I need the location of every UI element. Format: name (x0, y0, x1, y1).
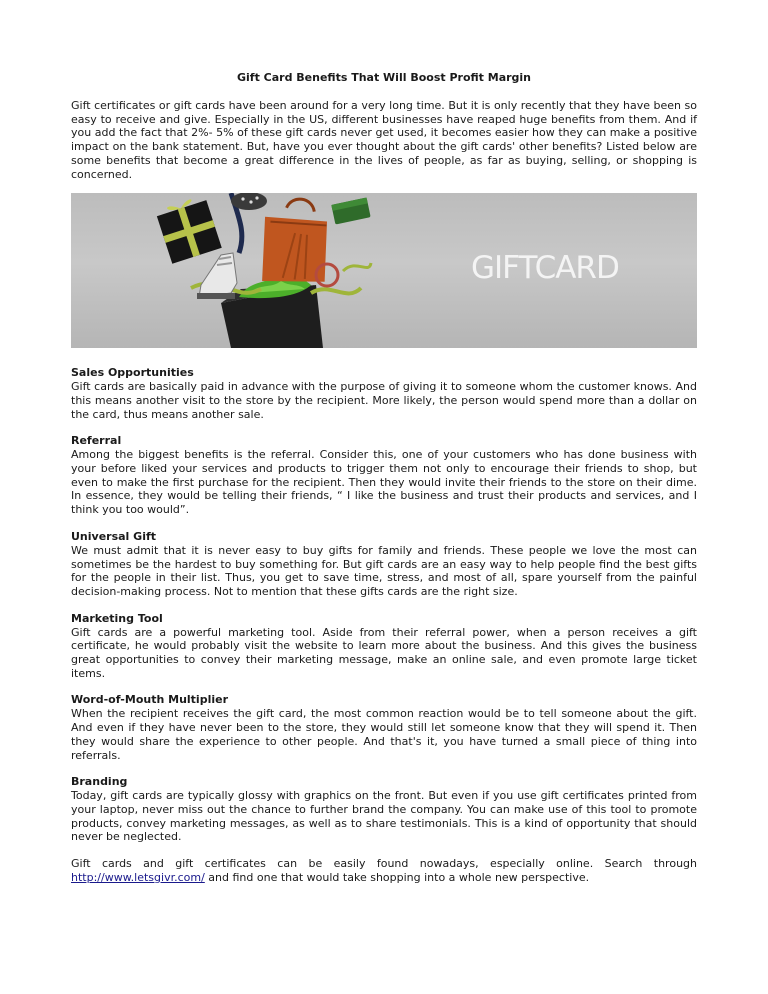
section-heading: Referral (71, 434, 122, 448)
letsgivr-link[interactable]: http://www.letsgivr.com/ (71, 870, 205, 884)
section-sales-opportunities (71, 366, 697, 421)
page-title: Gift Card Benefits That Will Boost Profit Margin (236, 71, 532, 84)
intro-paragraph: Gift certificates or gift cards have been around for a very long time. But it is only recently that they have been so easy to receive and give. Especially in the US, different businesses have reaped huge benefits from them. And if you add the fact that 2%- 5% of these gift cards never get used, it becomes easier how they can make a positive impact on the bank statement. But, have you ever thought about the gift cards' other benefits? Listed below are some benefits that become a great difference in the lives of people, as far as buying, selling, or shopping is concerned. (71, 99, 697, 181)
handbag-icon (256, 195, 335, 290)
banner-giftcard-text: GIFTCARD (471, 250, 619, 287)
section-heading: Word-of-Mouth Multiplier (71, 693, 229, 707)
section-body: When the recipient receives the gift card, the most common reaction would be to tell someone about the gift. And even if they have never been to the store, they would still let someone know that they will spend it. Then they would share the experience to other people. And that's it, you have turned a small piece of thing into referrals. (71, 707, 697, 762)
section-heading: Universal Gift (71, 529, 157, 543)
section-marketing-tool (71, 612, 697, 681)
wallet-icon (331, 198, 370, 225)
sneaker-icon (197, 253, 237, 299)
section-body: Gift cards are a powerful marketing tool. Aside from their referral power, when a person receives a gift certificate, he would probably visit the website to learn more about the business. And this gives the business great opportunities to convey their marketing message, make an online sale, and even promote large ticket items. (71, 625, 697, 680)
section-branding (71, 775, 697, 844)
section-body: Today, gift cards are typically glossy with graphics on the front. But even if you use gift certificates printed from your laptop, never miss out the chance to further brand the company. You can make use of this tool to promote products, convey marketing messages, as well as to share testimonials. This is a kind of opportunity that should never be neglected. (71, 789, 697, 844)
document-page (71, 71, 697, 885)
section-word-of-mouth-multiplier (71, 693, 697, 762)
section-referral (71, 434, 697, 517)
section-body: Among the biggest benefits is the referral. Consider this, one of your customers who has done business with your before liked your services and products to trigger them not only to encourage their friends to shop, but even to make the first purchase for the recipient. Then they would invite their friends to the store on their dime. In essence, they would be telling their friends, “ I like the business and trust their products and services, and I think you too would”. (71, 448, 697, 517)
section-heading: Sales Opportunities (71, 366, 194, 380)
small-gift-box-icon (155, 195, 222, 264)
section-universal-gift (71, 530, 697, 599)
section-body: We must admit that it is never easy to buy gifts for family and friends. These people we love the most can sometimes be the hardest to buy something for. But gift cards are an easy way to help people find the best gifts for the people in their list. Thus, you get to save time, stress, and most of all, spare yourself from the painful decision-making process. Not to mention that these gifts cards are the right size. (71, 543, 697, 598)
closing-text-after-link: and find one that would take shopping into a whole new perspective. (204, 870, 590, 884)
section-heading: Marketing Tool (71, 611, 163, 625)
gift-card-banner-image (71, 193, 697, 348)
closing-paragraph (71, 857, 697, 884)
closing-text-before-link: Gift cards and gift certificates can be easily found nowadays, especially online. Search through (71, 857, 697, 871)
section-body: Gift cards are basically paid in advance with the purpose of giving it to someone whom the customer knows. And this means another visit to the store by the recipient. More likely, the person would spend more than a dollar on the card, thus means another sale. (71, 380, 697, 421)
section-heading: Branding (71, 775, 128, 789)
